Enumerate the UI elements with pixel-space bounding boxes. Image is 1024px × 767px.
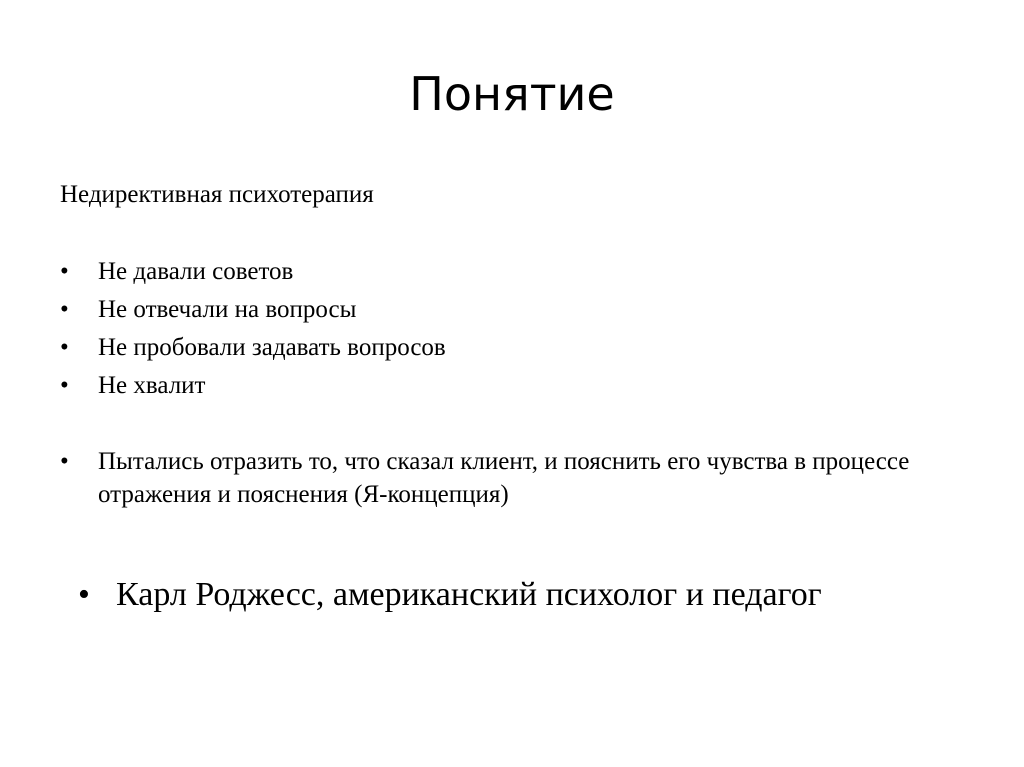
bullet-marker: • [60, 258, 69, 285]
slide-title: Понятие [409, 67, 615, 121]
bullet-text: Не давали советов [98, 258, 294, 285]
bullet-marker: • [60, 448, 69, 475]
bullet-marker: • [78, 576, 90, 613]
bullet-text: Не хвалит [98, 372, 206, 399]
bullet-marker: • [60, 296, 69, 323]
bullet-marker: • [60, 334, 69, 361]
bullet-text: Не пробовали задавать вопросов [98, 334, 446, 361]
bullet-text: Пытались отразить то, что сказал клиент, и пояснить его чувства в процессе отражения и пояснения (Я-концепция) [98, 448, 910, 508]
slide-subtitle: Недирективная психотерапия [60, 181, 374, 208]
bullet-text: Не отвечали на вопросы [98, 296, 357, 323]
bullet-marker: • [60, 372, 69, 399]
highlight-text: Карл Роджесс, американский психолог и педагог [116, 576, 822, 613]
